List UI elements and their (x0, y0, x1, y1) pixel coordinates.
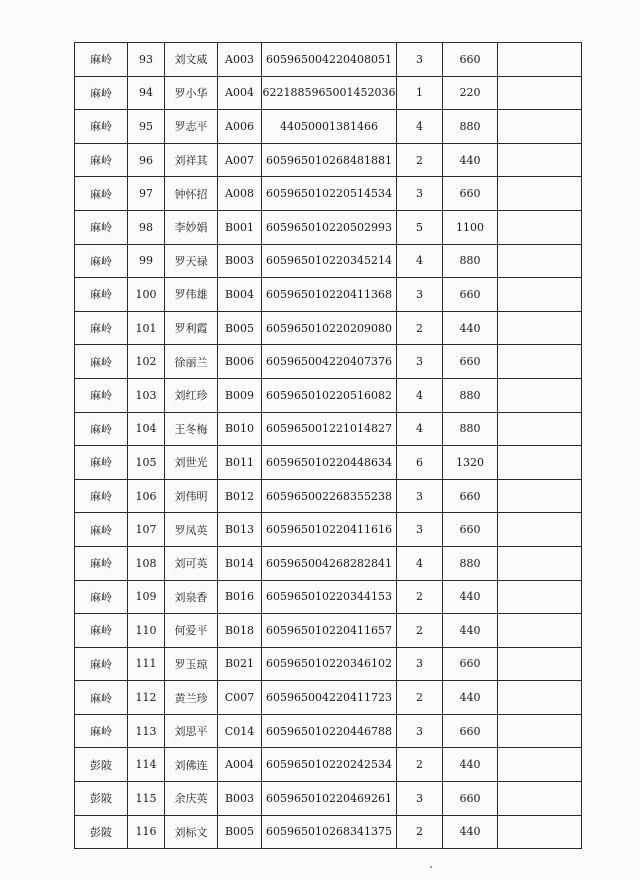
cell-code: A007 (218, 143, 262, 177)
cell-number: 108 (128, 546, 165, 580)
cell-name: 罗志平 (165, 110, 218, 144)
cell-name: 刘文威 (165, 43, 218, 77)
cell-area: 麻岭 (75, 143, 128, 177)
table-row (75, 244, 582, 278)
cell-count: 3 (397, 782, 443, 816)
cell-area: 麻岭 (75, 580, 128, 614)
table-row (75, 748, 582, 782)
cell-number: 104 (128, 412, 165, 446)
cell-account: 605965004220407376 (262, 345, 397, 379)
cell-code: C014 (218, 714, 262, 748)
cell-account: 605965010268341375 (262, 815, 397, 849)
cell-note (498, 412, 582, 446)
cell-account: 605965010220514534 (262, 177, 397, 211)
cell-note (498, 110, 582, 144)
table-row (75, 177, 582, 211)
cell-note (498, 43, 582, 77)
cell-note (498, 76, 582, 110)
cell-code: A006 (218, 110, 262, 144)
cell-note (498, 446, 582, 480)
cell-amount: 880 (443, 546, 498, 580)
cell-account: 605965010220469261 (262, 782, 397, 816)
cell-number: 107 (128, 513, 165, 547)
cell-number: 114 (128, 748, 165, 782)
cell-code: B005 (218, 815, 262, 849)
cell-number: 96 (128, 143, 165, 177)
cell-amount: 880 (443, 378, 498, 412)
cell-area: 麻岭 (75, 378, 128, 412)
cell-area: 麻岭 (75, 614, 128, 648)
table-row (75, 782, 582, 816)
cell-count: 3 (397, 647, 443, 681)
table-row (75, 580, 582, 614)
table-row (75, 815, 582, 849)
cell-note (498, 513, 582, 547)
cell-code: A004 (218, 76, 262, 110)
cell-account: 605965002268355238 (262, 479, 397, 513)
cell-amount: 660 (443, 782, 498, 816)
cell-area: 彭陂 (75, 748, 128, 782)
cell-number: 100 (128, 278, 165, 312)
cell-amount: 440 (443, 748, 498, 782)
cell-note (498, 782, 582, 816)
cell-note (498, 278, 582, 312)
cell-count: 2 (397, 143, 443, 177)
cell-name: 钟怀招 (165, 177, 218, 211)
table-row (75, 479, 582, 513)
cell-code: B018 (218, 614, 262, 648)
cell-number: 103 (128, 378, 165, 412)
cell-account: 605965010220345214 (262, 244, 397, 278)
cell-code: B012 (218, 479, 262, 513)
cell-account: 605965004220411723 (262, 681, 397, 715)
cell-account: 605965010220516082 (262, 378, 397, 412)
cell-area: 彭陂 (75, 815, 128, 849)
cell-name: 王冬梅 (165, 412, 218, 446)
cell-note (498, 177, 582, 211)
table-row (75, 278, 582, 312)
cell-code: A004 (218, 748, 262, 782)
cell-number: 110 (128, 614, 165, 648)
cell-account: 605965010220502993 (262, 210, 397, 244)
cell-count: 4 (397, 378, 443, 412)
cell-note (498, 143, 582, 177)
cell-area: 麻岭 (75, 513, 128, 547)
cell-count: 6 (397, 446, 443, 480)
cell-amount: 660 (443, 345, 498, 379)
cell-amount: 440 (443, 143, 498, 177)
cell-count: 4 (397, 546, 443, 580)
roster-table-body (75, 43, 582, 849)
cell-name: 罗玉琼 (165, 647, 218, 681)
cell-count: 4 (397, 244, 443, 278)
cell-amount: 880 (443, 412, 498, 446)
cell-amount: 660 (443, 43, 498, 77)
cell-amount: 660 (443, 177, 498, 211)
table-row (75, 43, 582, 77)
cell-account: 605965010220411368 (262, 278, 397, 312)
cell-count: 3 (397, 714, 443, 748)
cell-amount: 440 (443, 815, 498, 849)
cell-code: B003 (218, 782, 262, 816)
cell-count: 3 (397, 43, 443, 77)
cell-amount: 660 (443, 714, 498, 748)
cell-name: 刘思平 (165, 714, 218, 748)
cell-name: 罗小华 (165, 76, 218, 110)
cell-area: 麻岭 (75, 412, 128, 446)
cell-name: 罗凤英 (165, 513, 218, 547)
cell-code: B006 (218, 345, 262, 379)
cell-code: B003 (218, 244, 262, 278)
cell-name: 刘标文 (165, 815, 218, 849)
table-row (75, 76, 582, 110)
cell-amount: 1320 (443, 446, 498, 480)
cell-note (498, 378, 582, 412)
cell-amount: 660 (443, 278, 498, 312)
cell-note (498, 815, 582, 849)
table-row (75, 143, 582, 177)
cell-count: 3 (397, 479, 443, 513)
cell-count: 2 (397, 614, 443, 648)
cell-number: 111 (128, 647, 165, 681)
cell-account: 605965010220446788 (262, 714, 397, 748)
cell-count: 5 (397, 210, 443, 244)
cell-code: B005 (218, 311, 262, 345)
cell-amount: 660 (443, 479, 498, 513)
table-row (75, 311, 582, 345)
cell-amount: 1100 (443, 210, 498, 244)
cell-count: 2 (397, 580, 443, 614)
cell-code: B010 (218, 412, 262, 446)
cell-number: 113 (128, 714, 165, 748)
cell-number: 116 (128, 815, 165, 849)
cell-amount: 880 (443, 244, 498, 278)
cell-account: 605965001221014827 (262, 412, 397, 446)
cell-name: 刘可英 (165, 546, 218, 580)
cell-name: 何爱平 (165, 614, 218, 648)
cell-number: 94 (128, 76, 165, 110)
cell-account: 605965010220346102 (262, 647, 397, 681)
cell-account: 6221885965001452036 (262, 76, 397, 110)
cell-count: 4 (397, 110, 443, 144)
cell-amount: 440 (443, 580, 498, 614)
cell-area: 麻岭 (75, 210, 128, 244)
cell-code: B021 (218, 647, 262, 681)
cell-name: 刘世光 (165, 446, 218, 480)
table-row (75, 210, 582, 244)
cell-count: 3 (397, 278, 443, 312)
cell-count: 3 (397, 177, 443, 211)
cell-number: 97 (128, 177, 165, 211)
cell-account: 605965010268481881 (262, 143, 397, 177)
cell-number: 115 (128, 782, 165, 816)
cell-area: 麻岭 (75, 311, 128, 345)
cell-area: 麻岭 (75, 681, 128, 715)
cell-number: 101 (128, 311, 165, 345)
cell-code: A008 (218, 177, 262, 211)
cell-number: 95 (128, 110, 165, 144)
cell-amount: 440 (443, 311, 498, 345)
cell-name: 刘红珍 (165, 378, 218, 412)
cell-code: C007 (218, 681, 262, 715)
cell-account: 605965004268282841 (262, 546, 397, 580)
roster-table (74, 42, 582, 849)
cell-number: 106 (128, 479, 165, 513)
table-row (75, 714, 582, 748)
cell-amount: 440 (443, 681, 498, 715)
cell-area: 麻岭 (75, 479, 128, 513)
cell-note (498, 311, 582, 345)
cell-name: 刘祥其 (165, 143, 218, 177)
cell-code: B009 (218, 378, 262, 412)
table-row (75, 647, 582, 681)
cell-area: 麻岭 (75, 446, 128, 480)
cell-note (498, 479, 582, 513)
cell-number: 93 (128, 43, 165, 77)
cell-account: 605965010220209080 (262, 311, 397, 345)
cell-number: 105 (128, 446, 165, 480)
cell-name: 罗伟雄 (165, 278, 218, 312)
cell-count: 4 (397, 412, 443, 446)
cell-account: 605965010220344153 (262, 580, 397, 614)
cell-code: B001 (218, 210, 262, 244)
cell-note (498, 244, 582, 278)
table-row (75, 681, 582, 715)
table-row (75, 513, 582, 547)
cell-area: 麻岭 (75, 244, 128, 278)
cell-count: 3 (397, 513, 443, 547)
cell-account: 605965010220448634 (262, 446, 397, 480)
cell-count: 3 (397, 345, 443, 379)
cell-area: 麻岭 (75, 714, 128, 748)
cell-note (498, 647, 582, 681)
cell-amount: 440 (443, 614, 498, 648)
table-row (75, 446, 582, 480)
cell-code: B004 (218, 278, 262, 312)
cell-number: 98 (128, 210, 165, 244)
table-row (75, 110, 582, 144)
cell-note (498, 714, 582, 748)
cell-area: 麻岭 (75, 177, 128, 211)
cell-code: A003 (218, 43, 262, 77)
cell-note (498, 681, 582, 715)
cell-code: B016 (218, 580, 262, 614)
cell-area: 麻岭 (75, 278, 128, 312)
cell-amount: 660 (443, 647, 498, 681)
cell-name: 刘泉香 (165, 580, 218, 614)
cell-area: 麻岭 (75, 647, 128, 681)
table-row (75, 345, 582, 379)
cell-account: 605965010220411657 (262, 614, 397, 648)
cell-account: 605965010220242534 (262, 748, 397, 782)
cell-number: 99 (128, 244, 165, 278)
cell-note (498, 345, 582, 379)
table-row (75, 546, 582, 580)
cell-note (498, 580, 582, 614)
cell-amount: 220 (443, 76, 498, 110)
cell-area: 麻岭 (75, 43, 128, 77)
cell-number: 109 (128, 580, 165, 614)
scan-speck (430, 866, 432, 868)
cell-name: 罗天禄 (165, 244, 218, 278)
cell-account: 605965010220411616 (262, 513, 397, 547)
cell-count: 2 (397, 681, 443, 715)
cell-area: 麻岭 (75, 345, 128, 379)
cell-count: 2 (397, 815, 443, 849)
table-row (75, 614, 582, 648)
cell-name: 罗利霞 (165, 311, 218, 345)
cell-amount: 880 (443, 110, 498, 144)
cell-name: 李妙娟 (165, 210, 218, 244)
cell-count: 2 (397, 311, 443, 345)
cell-account: 44050001381466 (262, 110, 397, 144)
cell-note (498, 614, 582, 648)
cell-number: 112 (128, 681, 165, 715)
cell-count: 1 (397, 76, 443, 110)
table-row (75, 412, 582, 446)
table-row (75, 378, 582, 412)
cell-code: B014 (218, 546, 262, 580)
cell-name: 刘佛连 (165, 748, 218, 782)
cell-amount: 660 (443, 513, 498, 547)
cell-area: 麻岭 (75, 546, 128, 580)
cell-area: 彭陂 (75, 782, 128, 816)
cell-name: 徐丽兰 (165, 345, 218, 379)
cell-area: 麻岭 (75, 110, 128, 144)
cell-note (498, 546, 582, 580)
cell-account: 605965004220408051 (262, 43, 397, 77)
cell-code: B013 (218, 513, 262, 547)
cell-note (498, 748, 582, 782)
cell-name: 余庆英 (165, 782, 218, 816)
cell-name: 刘伟明 (165, 479, 218, 513)
cell-area: 麻岭 (75, 76, 128, 110)
cell-note (498, 210, 582, 244)
cell-code: B011 (218, 446, 262, 480)
cell-count: 2 (397, 748, 443, 782)
cell-name: 黄兰珍 (165, 681, 218, 715)
cell-number: 102 (128, 345, 165, 379)
